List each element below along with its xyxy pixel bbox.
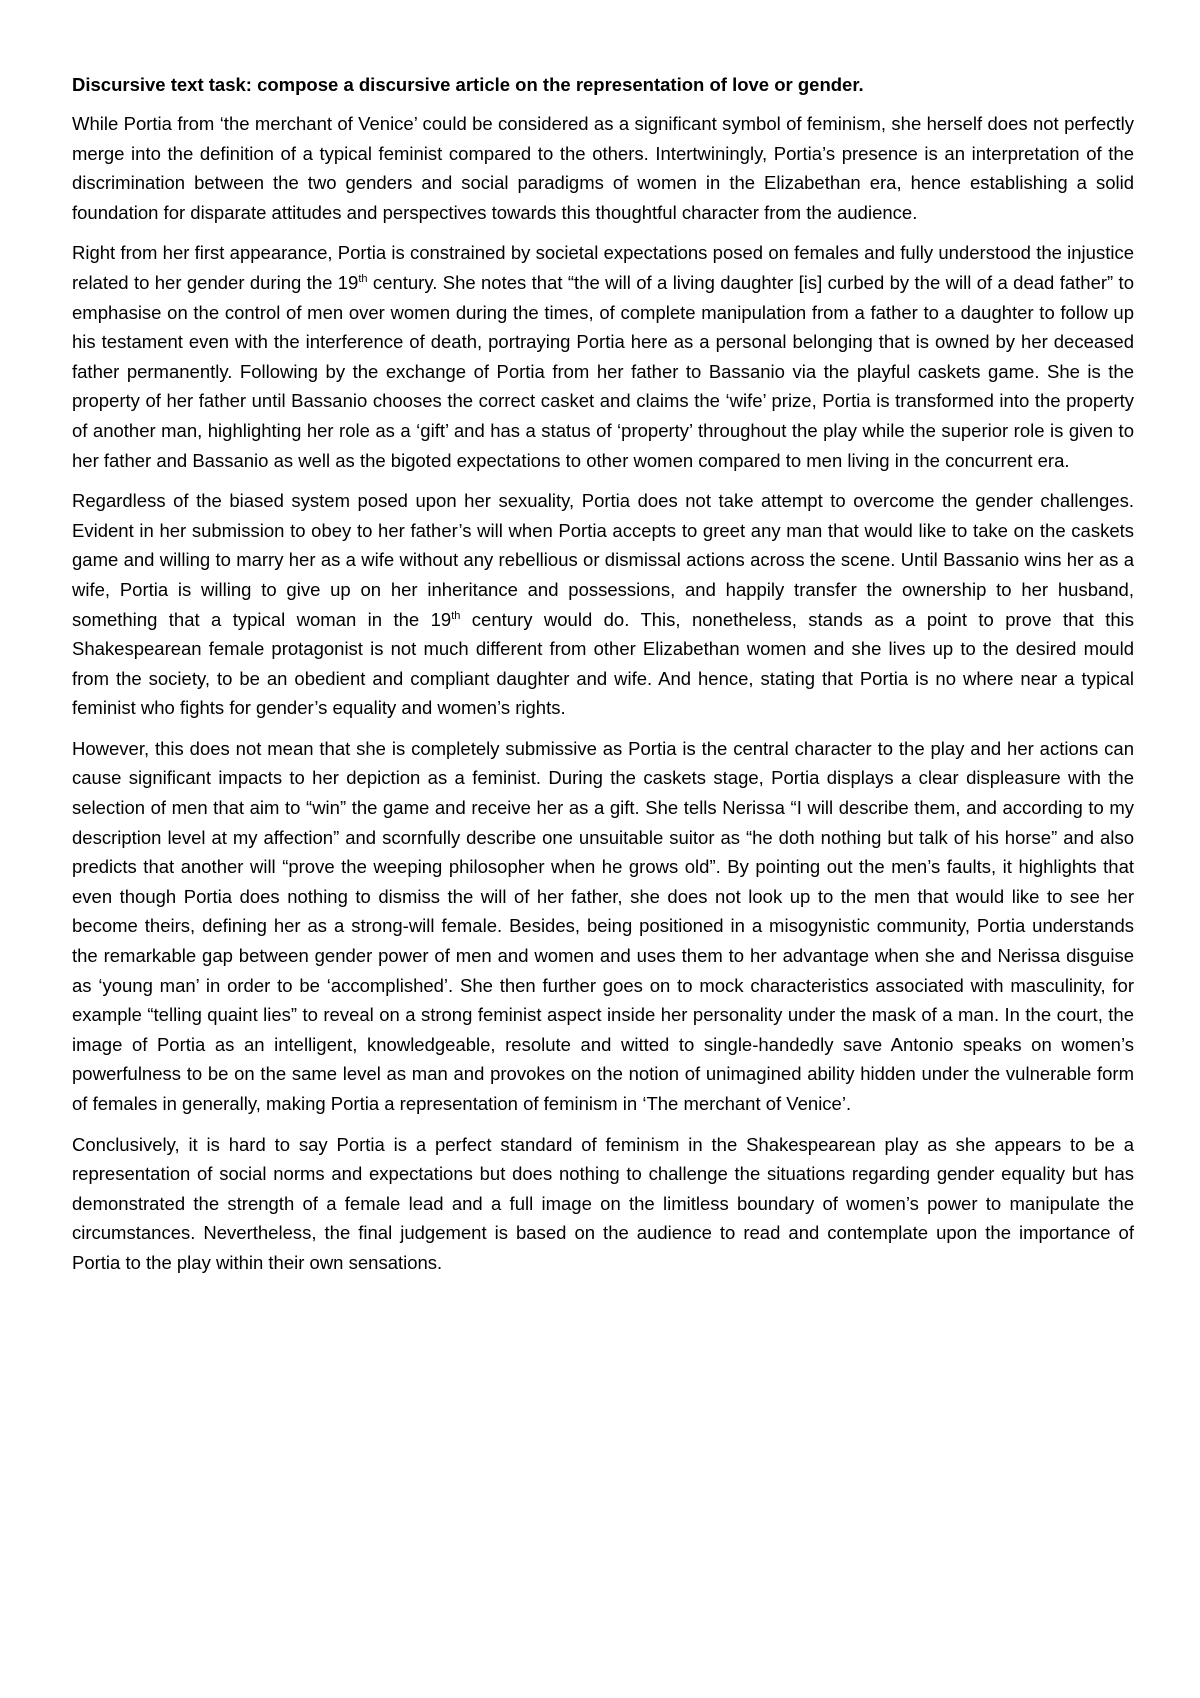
document-page [72, 70, 1134, 1289]
paragraph-introduction: While Portia from ‘the merchant of Venice’ could be considered as a significant symbol of feminism, she herself does not perfectly merge into the definition of a typical feminist compared to the others. Intertwiningly, Portia’s presence is an interpretation of the discrimination between the two genders and social paradigms of women in the Elizabethan era, hence establishing a solid foundation for disparate attitudes and perspectives towards this thoughtful character from the audience. [72, 113, 1134, 223]
paragraph-submission [72, 486, 1134, 723]
paragraph-conclusion: Conclusively, it is hard to say Portia is a perfect standard of feminism in the Shakespearean play as she appears to be a representation of social norms and expectations but does nothing to challenge the situations regarding gender equality but has demonstrated the strength of a female lead and a full image on the limitless boundary of women’s power to manipulate the circumstances. Nevertheless, the final judgement is based on the audience to read and contemplate upon the importance of Portia to the play within their own sensations. [72, 1133, 1134, 1273]
ordinal-superscript: th [358, 272, 368, 285]
paragraph-not-submissive: However, this does not mean that she is completely submissive as Portia is the central character to the play and her actions can cause significant impacts to her depiction as a feminist. During the caskets stage, Portia displays a clear displeasure with the selection of men that aim to “win” the game and receive her as a gift. She tells Nerissa “I will describe them, and according to my description level at my affection” and scornfully describe one unsuitable suitor as “he doth nothing but talk of his horse” and also predicts that another will “prove the weeping philosopher when he grows old”. By pointing out the men’s faults, it highlights that even though Portia does nothing to dismiss the will of her father, she does not look up to the men that would like to see her become theirs, defining her as a strong-will female. Besides, being positioned in a misogynistic community, Portia understands the remarkable gap between gender power of men and women and uses them to her advantage when she and Nerissa disguise as ‘young man’ in order to be ‘accomplished’. She then further goes on to mock characteristics associated with masculinity, for example “telling quaint lies” to reveal on a strong feminist aspect inside her personality under the mask of a man. In the court, the image of Portia as an intelligent, knowledgeable, resolute and witted to single-handedly save Antonio speaks on women’s powerfulness to be on the same level as man and provokes on the notion of unimagined ability hidden under the vulnerable form of females in generally, making Portia a representation of feminism in ‘The merchant of Venice’. [72, 737, 1134, 1114]
task-heading: Discursive text task: compose a discursive article on the representation of love or gender. [72, 74, 864, 95]
paragraph-text: century would do. This, nonetheless, stands as a point to prove that this Shakespearean female protagonist is not much different from other Elizabethan women and she lives up to the desired mould from the society, to be an obedient and compliant daughter and wife. And hence, stating that Portia is no where near a typical feminist who fights for gender’s equality and women’s rights. [72, 608, 1135, 719]
ordinal-superscript: th [451, 609, 461, 622]
paragraph-text: Regardless of the biased system posed upon her sexuality, Portia does not take attempt to overcome the gender challenges. Evident in her submission to obey to her father’s will when Portia accepts to greet any man that would like to take on the caskets game and willing to marry her as a wife without any rebellious or dismissal actions across the scene. Until Bassanio wins her as a wife, Portia is willing to give up on her inheritance and possessions, and happily transfer the ownership to her husband, something that a typical woman in the 19 [72, 490, 1134, 630]
paragraph-text: Right from her first appearance, Portia is constrained by societal expectations posed on females and fully understood the injustice related to her gender during the 19 [72, 242, 1134, 293]
paragraph-first-appearance [72, 238, 1134, 475]
paragraph-text: century. She notes that “the will of a living daughter [is] curbed by the will of a dead father” to emphasise on the control of men over women during the times, of complete manipulation from a father to a daughter to follow up his testament even with the interference of death, portraying Portia here as a personal belonging that is owned by her deceased father permanently. Following by the exchange of Portia from her father to Bassanio via the playful caskets game. She is the property of her father until Bassanio chooses the correct casket and claims the ‘wife’ prize, Portia is transformed into the property of another man, highlighting her role as a ‘gift’ and has a status of ‘property’ throughout the play while the superior role is given to her father and Bassanio as well as the bigoted expectations to other women compared to men living in the concurrent era. [72, 271, 1134, 471]
